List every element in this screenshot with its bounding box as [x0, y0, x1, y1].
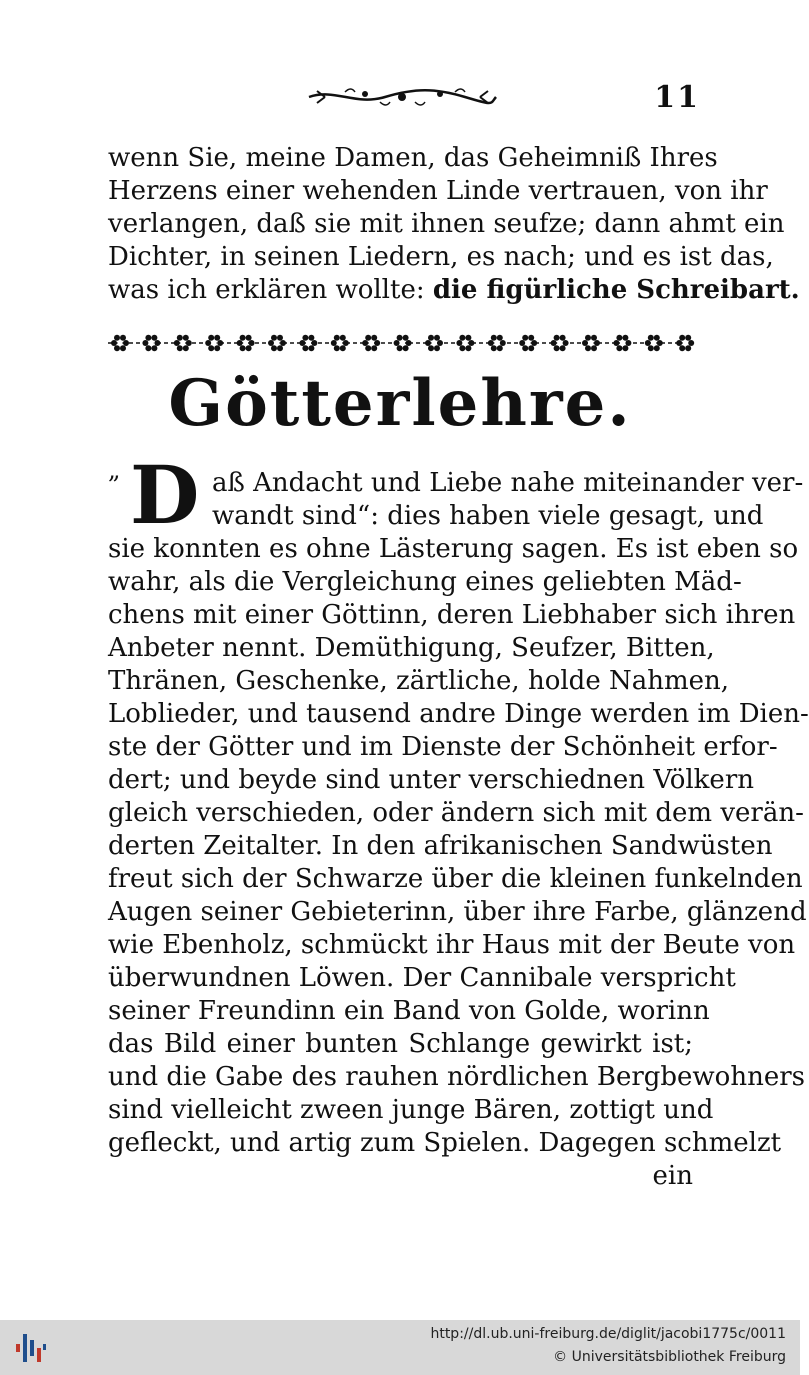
flower-icon [488, 335, 506, 351]
flower-icon [174, 335, 192, 351]
flower-icon [394, 335, 412, 351]
text-line: gleich verschieden, oder ändern sich mit dem verän- [108, 798, 804, 828]
text-line: dert; und beyde sind unter verschiednen Völkern [108, 765, 754, 795]
chapter-opening-lines [212, 467, 804, 533]
library-logo-icon [14, 1330, 48, 1366]
copyright-notice: © Universitätsbibliothek Freiburg [553, 1349, 786, 1365]
text-line: aß Andacht und Liebe nahe miteinander ver- [212, 468, 804, 498]
text-line: freut sich der Schwarze über die kleinen funkelnden [108, 864, 803, 894]
flower-icon [237, 335, 255, 351]
flower-icon [331, 335, 349, 351]
document-url-link[interactable]: http://dl.ub.uni-freiburg.de/diglit/jacobi1775c/0011 [430, 1326, 786, 1342]
flower-icon [425, 335, 443, 351]
flower-icon [456, 335, 474, 351]
text-line: gefleckt, und artig zum Spielen. Dagegen schmelzt [108, 1128, 782, 1158]
drop-cap: D [130, 448, 200, 542]
page-number: 11 [654, 80, 700, 115]
flower-icon [551, 335, 569, 351]
text-line: wie Ebenholz, schmückt ihr Haus mit der Beute von [108, 930, 796, 960]
viewer-footer [0, 1320, 800, 1375]
top-paragraph [108, 142, 800, 307]
text-line: das Bild einer bunten Schlange gewirkt ist; [108, 1029, 693, 1059]
text-line: wandt sind“: dies haben viele gesagt, und [212, 501, 764, 531]
text-line: sind vielleicht zween junge Bären, zottigt und [108, 1095, 714, 1125]
flower-icon [362, 335, 380, 351]
opening-quote-mark: „ [108, 456, 121, 484]
text-line [108, 274, 800, 307]
flower-icon [613, 335, 631, 351]
text-line: Anbeter nennt. Demüthigung, Seufzer, Bitten, [108, 633, 715, 663]
flower-icon [519, 335, 537, 351]
text-line: überwundnen Löwen. Der Cannibale verspricht [108, 963, 736, 993]
text-line: verlangen, daß sie mit ihnen seufze; dann ahmt ein [108, 209, 785, 239]
vine-ornament-icon [305, 84, 500, 110]
text-line: Loblieder, und tausend andre Dinge werden im Dien- [108, 699, 809, 729]
chapter-title: Götterlehre. [168, 366, 632, 441]
text-line: sie konnten es ohne Lästerung sagen. Es ist eben so [108, 534, 799, 564]
text-line-start: was ich erklären wollte: [108, 275, 425, 305]
text-line: Herzens einer wehenden Linde vertrauen, von ihr [108, 176, 768, 206]
flower-icon [582, 335, 600, 351]
chapter-body [108, 533, 809, 1193]
flower-icon [268, 335, 286, 351]
flower-icon [645, 335, 663, 351]
flower-band-divider-icon [108, 330, 693, 356]
closing-phrase: die figürliche Schreibart. [432, 275, 800, 305]
text-line: Thränen, Geschenke, zärtliche, holde Nahmen, [108, 666, 730, 696]
text-line: Dichter, in seinen Liedern, es nach; und es ist das, [108, 242, 774, 272]
flower-icon [205, 335, 223, 351]
catchword: ein [652, 1161, 693, 1191]
text-line: derten Zeitalter. In den afrikanischen Sandwüsten [108, 831, 773, 861]
text-line: seiner Freundinn ein Band von Golde, worinn [108, 996, 710, 1026]
flower-icon [111, 335, 129, 351]
text-line: wenn Sie, meine Damen, das Geheimniß Ihres [108, 143, 718, 173]
flower-icon [676, 335, 694, 351]
text-line: und die Gabe des rauhen nördlichen Bergbewohners [108, 1062, 805, 1092]
flower-icon [142, 335, 160, 351]
flower-icon [299, 335, 317, 351]
text-line: ste der Götter und im Dienste der Schönheit erfor- [108, 732, 778, 762]
text-line: Augen seiner Gebieterinn, über ihre Farbe, glänzend [108, 897, 807, 927]
text-line: chens mit einer Göttinn, deren Liebhaber sich ihren [108, 600, 796, 630]
text-line: wahr, als die Vergleichung eines geliebten Mäd- [108, 567, 742, 597]
